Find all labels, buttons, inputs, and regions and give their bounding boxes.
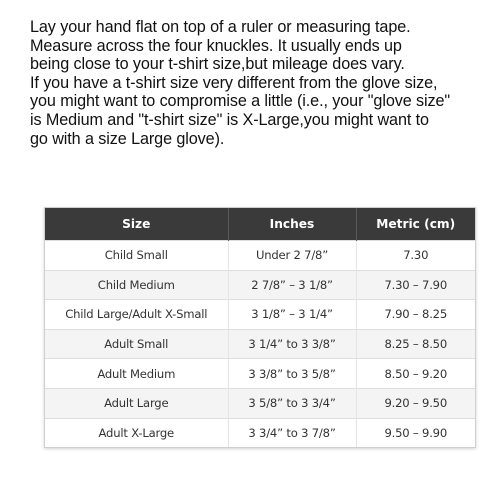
cell-size: Child Medium [45, 270, 228, 300]
cell-metric: 8.50 – 9.20 [356, 359, 475, 389]
header-metric: Metric (cm) [356, 208, 475, 241]
instruction-line: go with a size Large glove). [30, 129, 225, 148]
table-row [45, 359, 475, 389]
cell-inches: 3 3/8” to 3 5/8” [228, 359, 356, 389]
table-row [45, 241, 475, 271]
cell-inches: 3 3/4” to 3 7/8” [228, 418, 356, 447]
cell-size: Adult Large [45, 388, 228, 418]
cell-inches: 3 1/8” – 3 1/4” [228, 300, 356, 330]
instruction-line: you might want to compromise a little (i.e., your "glove size" [30, 92, 451, 111]
instruction-line: If you have a t-shirt size very different from the glove size, [30, 73, 438, 92]
header-size: Size [45, 208, 228, 241]
cell-inches: 3 5/8” to 3 3/4” [228, 388, 356, 418]
cell-inches: 2 7/8” – 3 1/8” [228, 270, 356, 300]
glove-size-table [44, 207, 476, 448]
instruction-line: Measure across the four knuckles. It usually ends up [30, 36, 402, 55]
cell-metric: 7.90 – 8.25 [356, 300, 475, 330]
cell-size: Adult Small [45, 329, 228, 359]
cell-size: Adult Medium [45, 359, 228, 389]
cell-size: Child Small [45, 241, 228, 271]
table-row [45, 329, 475, 359]
instruction-line: is Medium and "t-shirt size" is X-Large,you might want to [30, 110, 429, 129]
table-row [45, 270, 475, 300]
cell-metric: 7.30 – 7.90 [356, 270, 475, 300]
instruction-line: Lay your hand flat on top of a ruler or measuring tape. [30, 18, 411, 36]
cell-metric: 9.20 – 9.50 [356, 388, 475, 418]
header-inches: Inches [228, 208, 356, 241]
table-row [45, 418, 475, 447]
table-row [45, 388, 475, 418]
table-row [45, 300, 475, 330]
cell-metric: 9.50 – 9.90 [356, 418, 475, 447]
cell-metric: 7.30 [356, 241, 475, 271]
instruction-line: being close to your t-shirt size,but mileage does vary. [30, 55, 405, 74]
cell-size: Adult X-Large [45, 418, 228, 447]
cell-metric: 8.25 – 8.50 [356, 329, 475, 359]
cell-size: Child Large/Adult X-Small [45, 300, 228, 330]
size-chart-table [45, 208, 475, 447]
instructions-text [30, 18, 492, 148]
cell-inches: Under 2 7/8” [228, 241, 356, 271]
cell-inches: 3 1/4” to 3 3/8” [228, 329, 356, 359]
table-header-row [45, 208, 475, 241]
